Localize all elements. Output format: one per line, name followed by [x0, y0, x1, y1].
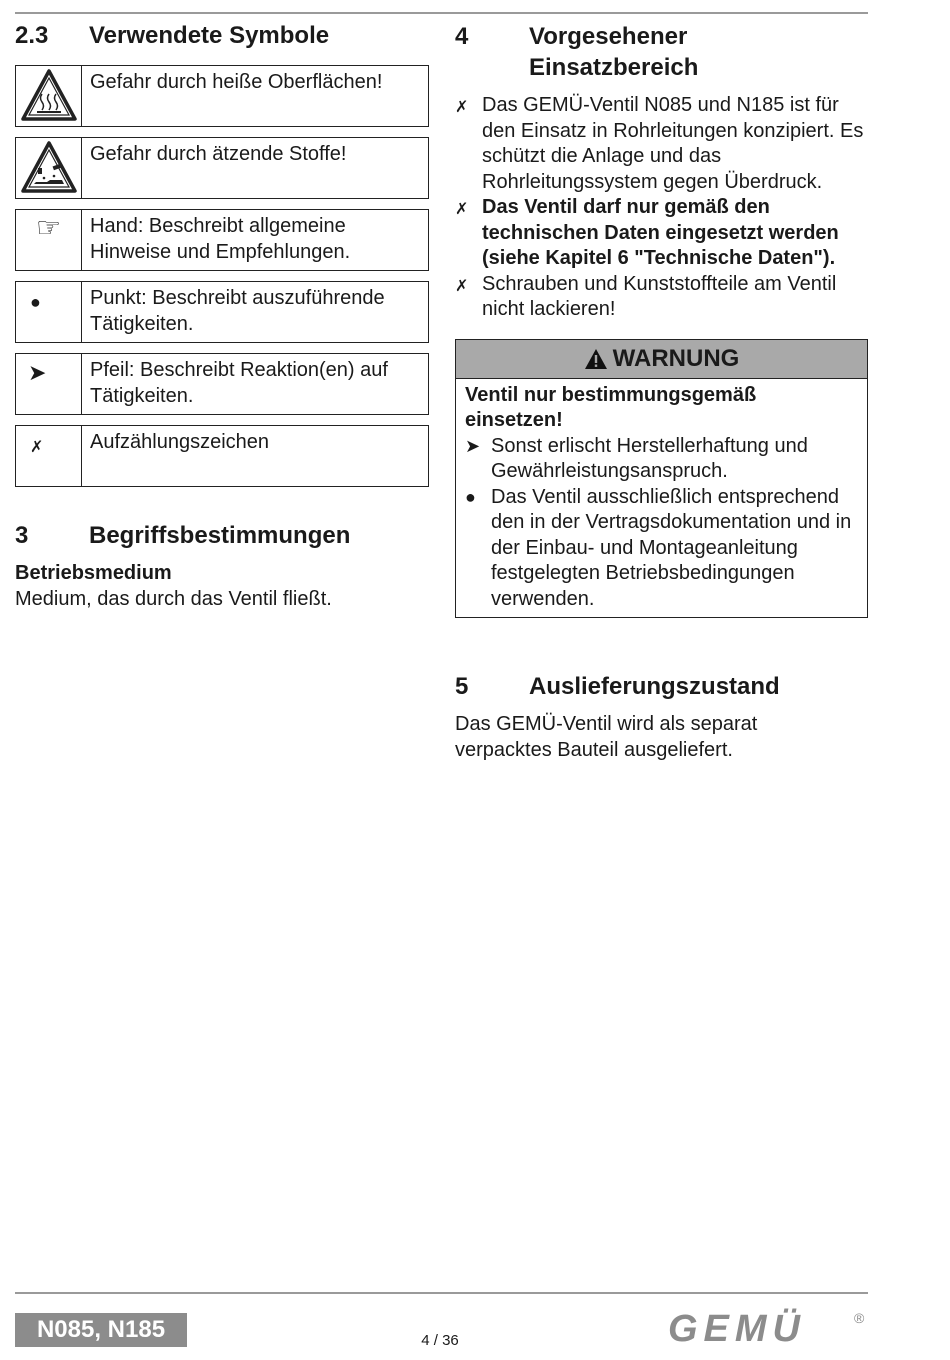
symbol-description: Punkt: Beschreibt auszuführende Tätigkeiten.: [90, 287, 385, 335]
pointing-hand-icon: ☞: [16, 210, 82, 270]
warning-intro: Ventil nur bestimmungsgemäß einsetzen!: [465, 383, 757, 431]
symbol-table: [15, 65, 429, 487]
section-number: 5: [455, 673, 469, 700]
symbol-description: Gefahr durch ätzende Stoffe!: [90, 143, 347, 165]
section-number: 4: [455, 23, 469, 50]
list-item: [465, 434, 858, 485]
list-mark-icon: ✗: [16, 426, 82, 486]
list-item-text: Sonst erlischt Herstellerhaftung und Gewährleistungsanspruch.: [491, 434, 808, 482]
symbol-row-hot-surface: [15, 65, 429, 127]
logo-text: GEMÜ: [668, 1308, 806, 1350]
section-2-3-heading: [15, 20, 429, 51]
footer-rule: [15, 1292, 868, 1294]
list-item-text: Schrauben und Kunststoffteile am Ventil nicht lackieren!: [482, 272, 837, 320]
warning-triangle-icon: [584, 348, 608, 370]
dot-icon: ●: [16, 282, 82, 342]
section-3-heading: [15, 520, 429, 551]
symbol-description: Hand: Beschreibt allgemeine Hinweise und Empfehlungen.: [90, 215, 351, 263]
list-item: [455, 93, 869, 195]
list-item: [455, 195, 869, 272]
symbol-row-dot: [15, 281, 429, 343]
section-4-heading: [455, 21, 869, 83]
list-mark-icon: ✗: [455, 201, 469, 218]
registered-mark: ®: [854, 1310, 865, 1326]
section-number: 3: [15, 522, 29, 549]
symbol-description: Pfeil: Beschreibt Reaktion(en) auf Tätigkeiten.: [90, 359, 388, 407]
section-title: Verwendete Symbole: [89, 22, 330, 49]
symbol-row-corrosive: [15, 137, 429, 199]
section-title: Vorgesehener Einsatzbereich: [529, 23, 699, 81]
section-5-text: Das GEMÜ-Ventil wird als separat verpacktes Bauteil ausgeliefert.: [455, 713, 758, 761]
usage-bullet-list: [455, 93, 869, 323]
symbol-row-hand: [15, 209, 429, 271]
arrow-icon: ➤: [465, 435, 481, 456]
warning-list: [465, 434, 858, 613]
section-5-heading: [455, 671, 869, 702]
list-item: [465, 485, 858, 613]
top-rule: [15, 12, 868, 14]
section-title: Begriffsbestimmungen: [89, 522, 351, 549]
hot-surface-warning-icon: [16, 66, 82, 126]
product-badge: N085, N185: [15, 1313, 187, 1347]
list-item: [455, 272, 869, 323]
warning-heading: WARNUNG: [612, 344, 740, 372]
warning-box: [455, 339, 868, 619]
list-item-text: Das GEMÜ-Ventil N085 und N185 ist für den Einsatz in Rohrleitungen konzipiert. Es schützt die Anlage und das Rohrleitungssystem gegen Überdruck.: [482, 94, 864, 193]
symbol-description: Aufzählungszeichen: [90, 431, 270, 453]
gemu-logo: [668, 1310, 868, 1350]
symbol-description: Gefahr durch heiße Oberflächen!: [90, 71, 383, 93]
section-number: 2.3: [15, 22, 49, 49]
term-heading: Betriebsmedium: [15, 562, 172, 584]
arrow-icon: ➤: [16, 354, 82, 414]
symbol-row-arrow: [15, 353, 429, 415]
symbol-row-list-mark: [15, 425, 429, 487]
warning-body: [456, 379, 867, 618]
dot-icon: ●: [465, 486, 476, 507]
list-mark-icon: ✗: [455, 277, 469, 295]
left-column: [15, 20, 429, 612]
corrosive-warning-icon: [16, 138, 82, 198]
warning-header: [456, 340, 867, 379]
list-mark-icon: ✗: [455, 99, 469, 116]
term-definition: Medium, das durch das Ventil fließt.: [15, 587, 332, 610]
list-item-text: Das Ventil darf nur gemäß den technischen Daten eingesetzt werden (siehe Kapitel 6 "Technische Daten").: [482, 196, 839, 269]
right-column: [455, 21, 869, 763]
section-title: Auslieferungszustand: [529, 673, 780, 700]
page-number: 4 / 36: [421, 1332, 459, 1349]
list-item-text: Das Ventil ausschließlich entsprechend den in der Vertragsdokumentation und in der Einbau- und Montageanleitung festgelegten Betriebsbedingungen verwenden.: [491, 485, 852, 610]
